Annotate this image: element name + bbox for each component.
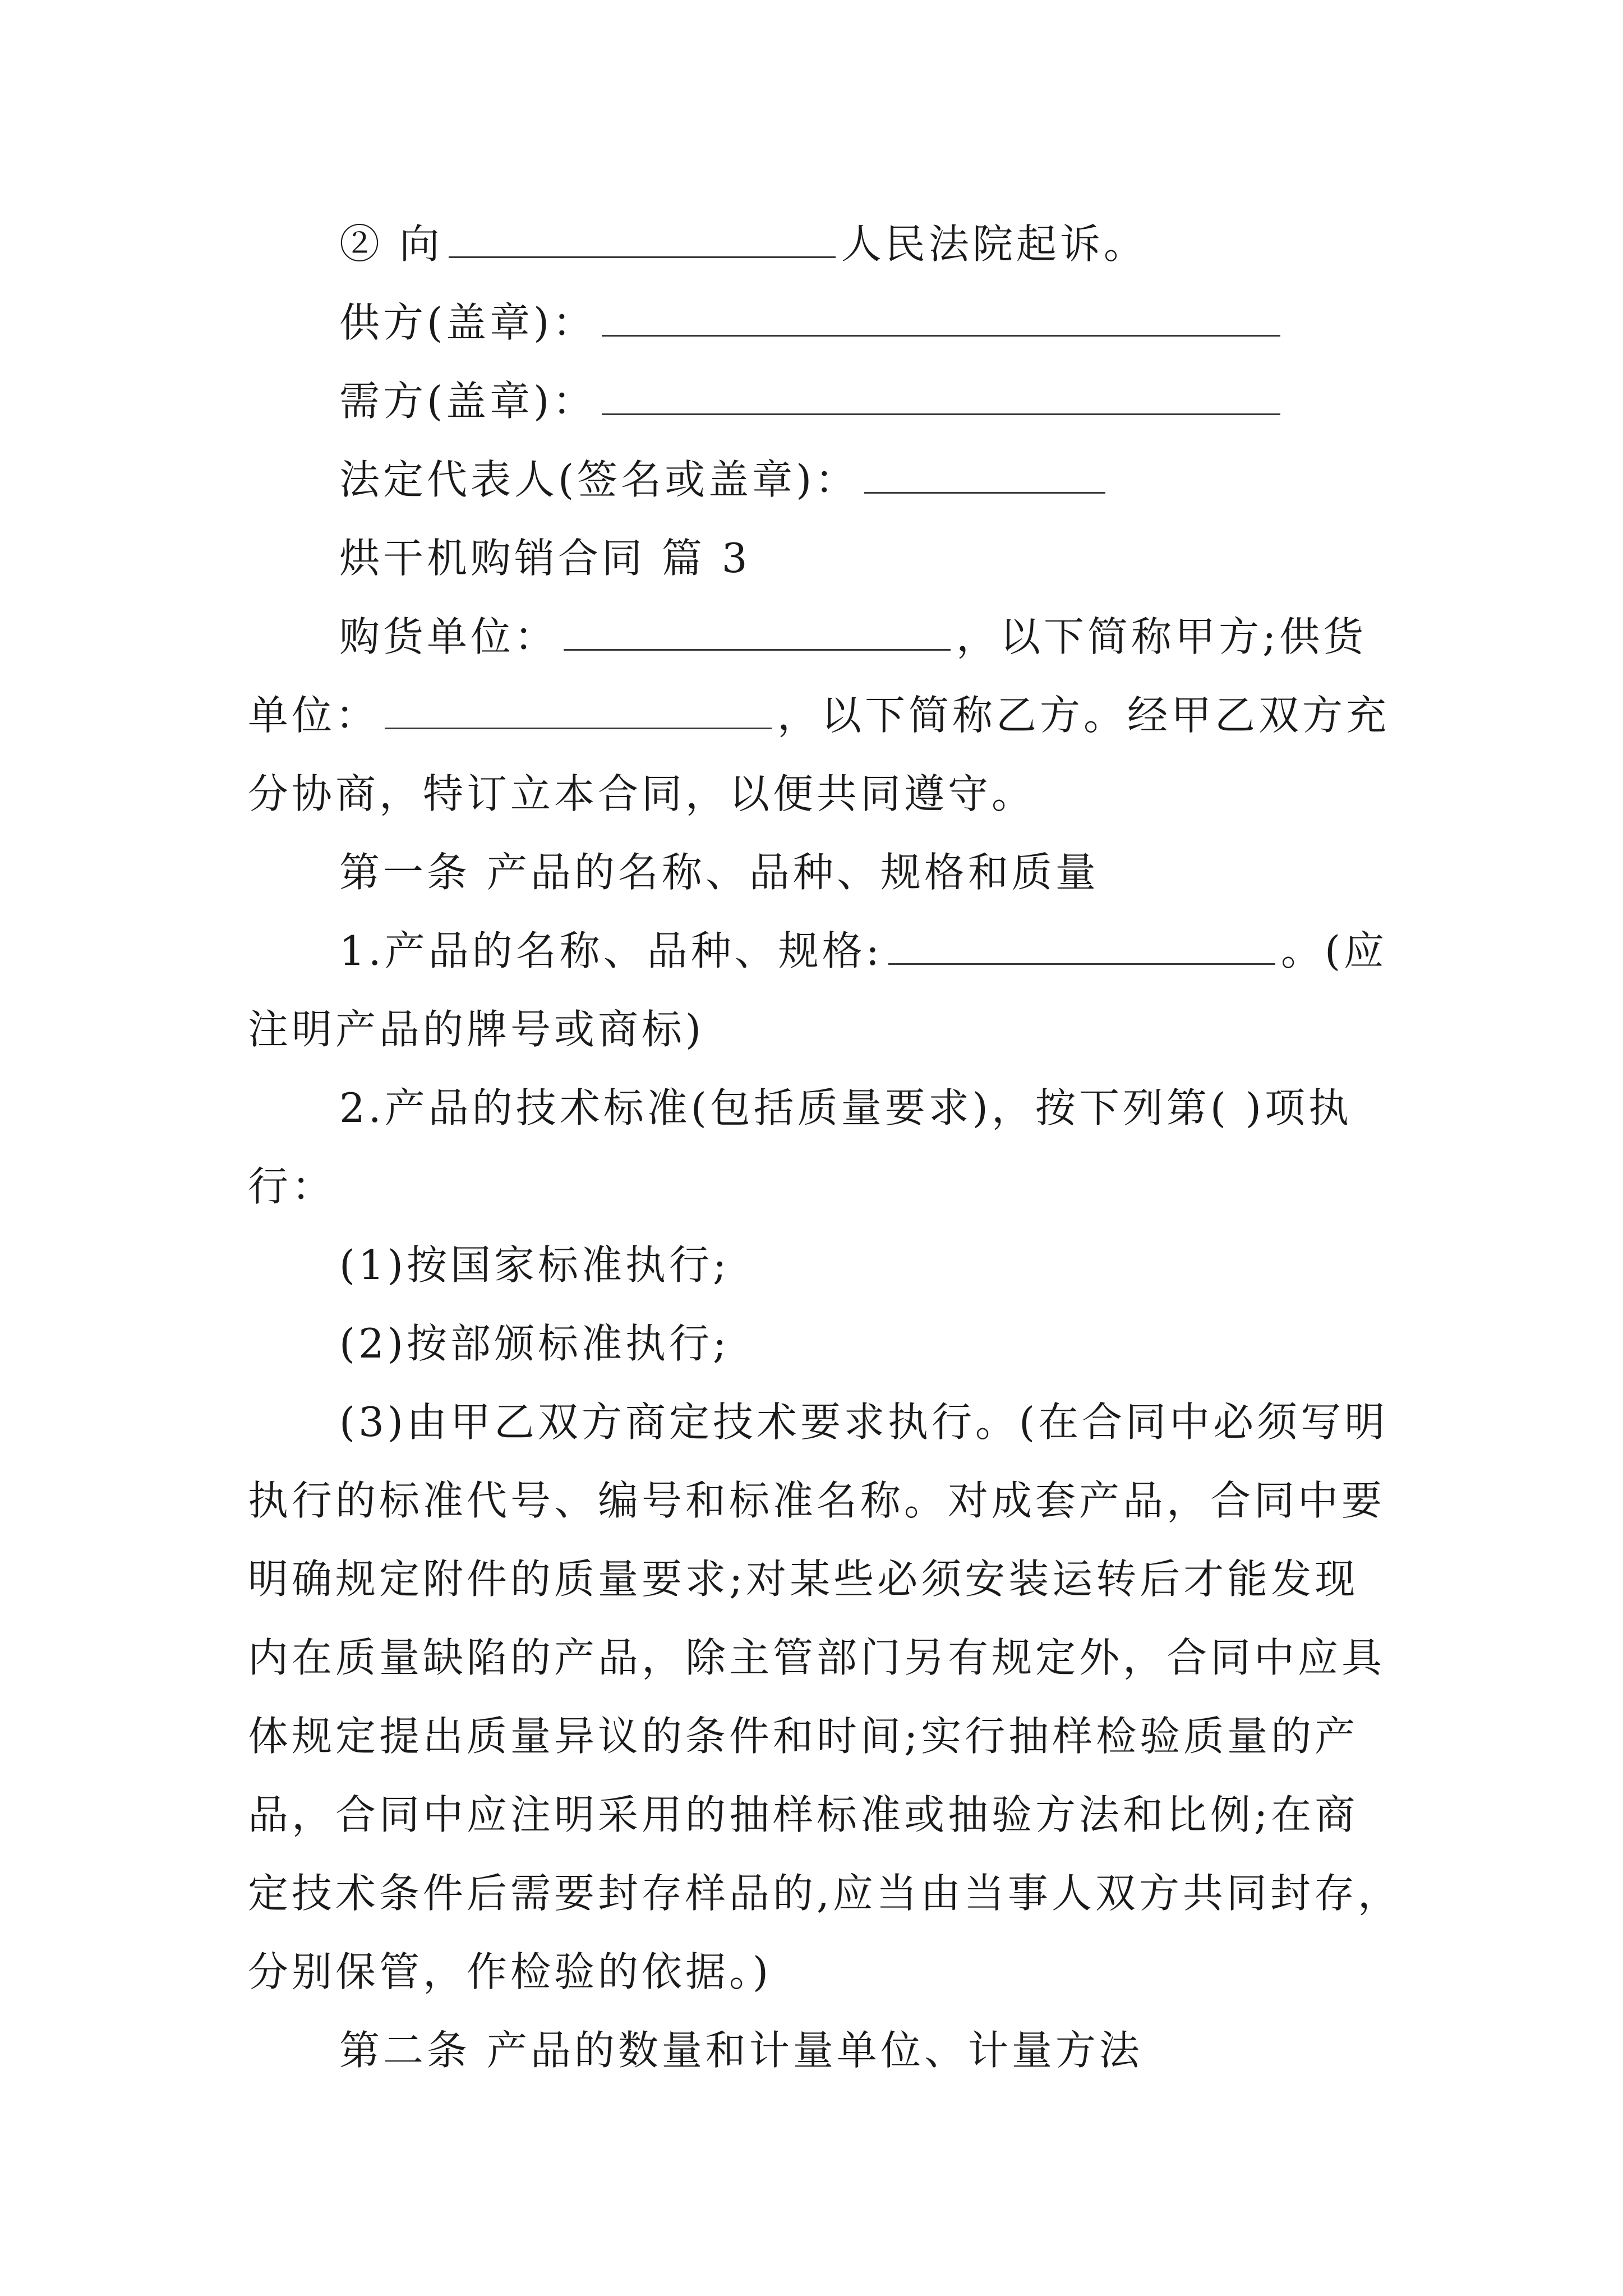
court-clause-prefix: ② 向 bbox=[339, 220, 443, 268]
seller-unit-suffix: ，以下简称乙方。经甲乙双方充 bbox=[777, 692, 1390, 739]
seller-unit-line bbox=[248, 687, 1390, 743]
buyer-unit-line bbox=[339, 609, 1367, 665]
paragraph-line: 注明产品的牌号或商标) bbox=[248, 1006, 705, 1053]
buyer-seal-label: 需方(盖章)： bbox=[339, 378, 597, 425]
court-name-blank bbox=[449, 216, 836, 258]
seller-unit-label: 单位： bbox=[248, 692, 380, 739]
paragraph-line: 体规定提出质量异议的条件和时间;实行抽样检验质量的产 bbox=[248, 1713, 1359, 1760]
paragraph-line: 2.产品的技术标准(包括质量要求)，按下列第( )项执 bbox=[339, 1084, 1352, 1131]
list-item: (2)按部颁标准执行; bbox=[339, 1320, 730, 1367]
legal-rep-label: 法定代表人(签名或盖章)： bbox=[339, 456, 859, 503]
paragraph-line: 执行的标准代号、编号和标准名称。对成套产品，合同中要 bbox=[248, 1477, 1386, 1524]
paragraph-line: 内在质量缺陷的产品，除主管部门另有规定外，合同中应具 bbox=[248, 1634, 1386, 1681]
supplier-seal-blank bbox=[602, 295, 1280, 337]
paragraph-line: 品，合同中应注明采用的抽样标准或抽验方法和比例;在商 bbox=[248, 1791, 1359, 1838]
court-clause-suffix: 人民法院起诉。 bbox=[841, 220, 1147, 268]
section-title: 烘干机购销合同 篇 3 bbox=[339, 535, 751, 582]
paragraph-line: 定技术条件后需要封存样品的,应当由当事人双方共同封存， bbox=[248, 1870, 1401, 1917]
product-name-label: 1.产品的名称、品种、规格: bbox=[339, 927, 883, 974]
product-name-line bbox=[339, 923, 1387, 979]
list-item: (3)由甲乙双方商定技术要求执行。(在合同中必须写明 bbox=[339, 1398, 1389, 1446]
seller-unit-blank bbox=[385, 687, 772, 729]
buyer-unit-blank bbox=[564, 609, 951, 651]
product-name-blank bbox=[888, 923, 1275, 965]
paragraph-line: 分别保管，作检验的依据。) bbox=[248, 1948, 772, 1995]
product-name-suffix: 。(应 bbox=[1280, 927, 1388, 974]
paragraph-line: 行： bbox=[248, 1163, 336, 1210]
supplier-seal-line bbox=[339, 295, 1286, 351]
article-heading: 第二条 产品的数量和计量单位、计量方法 bbox=[339, 2027, 1143, 2074]
paragraph-line: 分协商，特订立本合同，以便共同遵守。 bbox=[248, 770, 1036, 817]
buyer-seal-line bbox=[339, 373, 1286, 429]
supplier-seal-label: 供方(盖章)： bbox=[339, 299, 597, 346]
buyer-unit-label: 购货单位： bbox=[339, 613, 559, 660]
article-heading: 第一条 产品的名称、品种、规格和质量 bbox=[339, 849, 1099, 896]
legal-rep-line bbox=[339, 452, 1111, 508]
paragraph-line: 明确规定附件的质量要求;对某些必须安装运转后才能发现 bbox=[248, 1556, 1359, 1603]
list-item: (1)按国家标准执行; bbox=[339, 1241, 730, 1289]
buyer-unit-suffix: ，以下简称甲方;供货 bbox=[956, 613, 1367, 660]
buyer-seal-blank bbox=[602, 373, 1280, 415]
legal-rep-blank bbox=[864, 452, 1105, 494]
court-clause-line bbox=[339, 216, 1147, 272]
